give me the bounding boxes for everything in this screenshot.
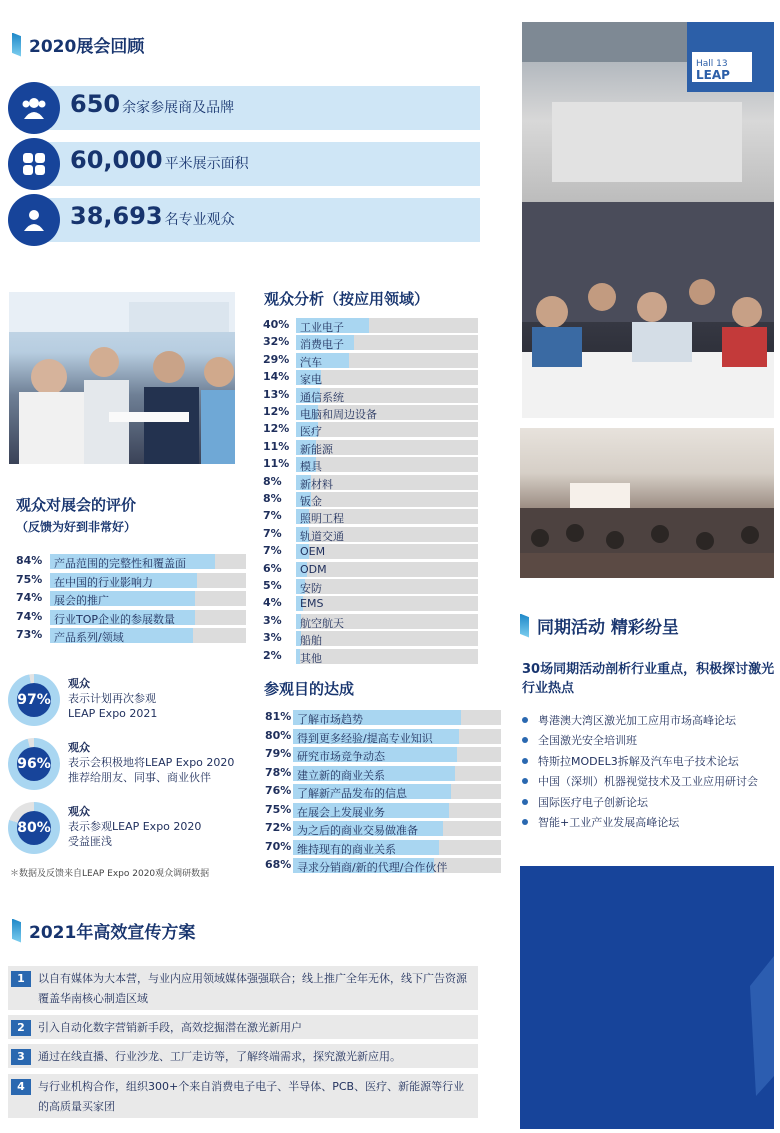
bar-row — [16, 610, 246, 625]
bar-row — [263, 318, 478, 333]
bullet-icon — [522, 737, 528, 743]
bar-label: 医疗 — [300, 425, 322, 439]
bar-row — [16, 591, 246, 606]
hall-crowd-photo — [522, 22, 774, 418]
bar-label: 行业TOP企业的参展数量 — [54, 612, 176, 626]
stat-label: 余家参展商及品牌 — [122, 100, 235, 116]
bar-percent: 7% — [263, 509, 282, 523]
stat-value: 38,693 — [70, 202, 163, 230]
bar-label: 通信系统 — [300, 390, 344, 404]
bar-track — [293, 858, 501, 873]
ring-description — [68, 676, 157, 721]
plan-item — [8, 1044, 478, 1068]
bar-percent: 72% — [265, 821, 292, 834]
bar-label: EMS — [300, 597, 324, 611]
goals-title: 参观目的达成 — [264, 680, 355, 698]
bar-label: 建立新的商业关系 — [297, 768, 385, 782]
review-section-title — [12, 32, 144, 57]
bar-row — [263, 405, 478, 420]
footnote: ＊数据及反馈来自LEAP Expo 2020观众调研数据 — [10, 869, 210, 879]
stat-value: 650 — [70, 90, 121, 118]
bar-label: 研究市场竞争动态 — [297, 750, 385, 763]
bar-label: 钣金 — [300, 495, 322, 508]
bar-label: ODM — [300, 562, 327, 576]
bar-percent: 5% — [263, 579, 282, 592]
bar-track — [293, 710, 501, 725]
bar-track — [293, 840, 501, 855]
title-accent-bar — [520, 614, 529, 638]
bar-row — [263, 370, 478, 385]
bar-percent: 68% — [265, 858, 292, 871]
bar-percent: 29% — [263, 352, 290, 366]
bar-track — [50, 628, 246, 643]
bullet-icon — [522, 778, 528, 784]
event-label: 智能+工业产业发展高峰论坛 — [538, 816, 680, 829]
bar-percent: 7% — [263, 526, 282, 540]
events-section-title — [520, 613, 679, 638]
ring-value: 96% — [17, 747, 51, 781]
forum-photo — [520, 428, 774, 578]
bar-track — [296, 475, 478, 490]
bullet-icon — [522, 758, 528, 764]
bar-percent: 84% — [16, 554, 43, 567]
bar-percent: 8% — [263, 474, 282, 488]
bar-percent: 40% — [263, 318, 290, 331]
bar-label: 产品系列/领域 — [54, 631, 124, 645]
bar-row — [263, 335, 478, 350]
percent-ring — [8, 802, 60, 854]
bar-percent: 73% — [16, 628, 43, 642]
bar-row — [263, 596, 478, 611]
bar-percent: 6% — [263, 561, 282, 575]
bar-label: 模具 — [300, 460, 322, 474]
bar-percent: 76% — [265, 784, 292, 797]
bar-percent: 70% — [265, 839, 292, 853]
bar-label: 维持现有的商业关系 — [297, 842, 396, 856]
plan-title: 2021年高效宣传方案 — [29, 923, 196, 943]
bar-percent: 3% — [263, 631, 282, 645]
bar-percent: 7% — [263, 544, 282, 558]
bar-row — [263, 562, 478, 577]
bar-track — [293, 821, 501, 836]
event-label: 国际医疗电子创新论坛 — [538, 795, 648, 809]
bar-row — [263, 527, 478, 542]
plan-item — [8, 1074, 478, 1118]
event-item — [522, 773, 758, 789]
event-item — [522, 732, 637, 748]
bar-label: OEM — [300, 545, 326, 559]
stat-row — [8, 194, 480, 244]
stat-value: 60,000 — [70, 146, 163, 174]
bar-row — [263, 579, 478, 594]
bar-percent: 75% — [265, 802, 292, 816]
bar-row — [263, 388, 478, 403]
bar-label: 其他 — [300, 651, 322, 665]
evaluation-title: 观众对展会的评价 — [16, 496, 137, 514]
plan-item — [8, 1015, 478, 1039]
blue-panel — [520, 866, 774, 1129]
bar-label: 在中国的行业影响力 — [54, 575, 153, 589]
bar-row — [263, 492, 478, 507]
bar-row — [265, 747, 501, 762]
percent-ring — [8, 674, 60, 726]
event-item — [522, 753, 739, 769]
hall-sign-logo: LEAP — [696, 68, 730, 82]
bar-percent: 11% — [263, 457, 290, 471]
bar-track — [296, 318, 478, 333]
bar-track — [296, 614, 478, 629]
ring-line1: 表示计划再次参观 — [68, 692, 156, 705]
review-title: 2020展会回顾 — [29, 37, 145, 57]
bar-track — [296, 492, 478, 507]
bar-track — [50, 591, 246, 606]
bar-track — [296, 335, 478, 350]
bullet-icon — [522, 819, 528, 825]
bar-row — [265, 710, 501, 725]
bar-label: 展会的推广 — [54, 594, 109, 608]
bar-label: 家电 — [300, 373, 322, 387]
bar-track — [293, 747, 501, 762]
bar-row — [16, 573, 246, 588]
bar-percent: 79% — [265, 747, 292, 760]
bar-percent: 78% — [265, 765, 292, 779]
bar-label: 寻求分销商/新的代理/合作伙伴 — [297, 861, 448, 874]
event-label: 特斯拉MODEL3拆解及汽车电子技术论坛 — [538, 754, 739, 768]
bullet-icon — [522, 799, 528, 805]
stat-text — [70, 90, 234, 118]
bar-percent: 75% — [16, 572, 43, 586]
plan-text: 引入自动化数字营销新手段，高效挖掘潜在激光新用户 — [38, 1021, 302, 1034]
ring-line2: 推荐给朋友、同事、商业伙伴 — [68, 771, 211, 784]
bar-percent: 11% — [263, 439, 290, 453]
bar-label: 了解市场趋势 — [297, 713, 363, 726]
bar-row — [265, 821, 501, 836]
bar-row — [265, 729, 501, 744]
bar-track — [296, 440, 478, 455]
bar-label: 消费电子 — [300, 338, 344, 352]
bar-row — [263, 649, 478, 664]
bar-track — [293, 803, 501, 818]
ring-value: 97% — [17, 683, 51, 717]
bar-row — [263, 457, 478, 472]
ring-line2: 受益匪浅 — [68, 835, 112, 848]
event-label: 全国激光安全培训班 — [538, 734, 637, 748]
ring-line1: 表示会积极地将LEAP Expo 2020 — [68, 756, 235, 769]
ring-description — [68, 804, 201, 849]
audience-title: 观众分析（按应用领域） — [264, 290, 430, 308]
ring-description — [68, 740, 234, 785]
percent-ring — [8, 738, 60, 790]
bar-track — [296, 544, 478, 559]
bar-row — [263, 509, 478, 524]
event-label: 中国（深圳）机器视觉技术及工业应用研讨会 — [538, 775, 758, 789]
plan-number: 3 — [11, 1049, 31, 1065]
bar-label: 新能源 — [300, 442, 333, 456]
booth-photo — [9, 292, 235, 464]
event-label: 粤港澳大湾区激光加工应用市场高峰论坛 — [538, 714, 736, 727]
bar-label: 电脑和周边设备 — [300, 408, 377, 421]
bar-percent: 81% — [265, 710, 292, 723]
bar-label: 新材料 — [300, 477, 333, 491]
visitors-icon — [8, 194, 60, 246]
bar-percent: 8% — [263, 492, 282, 505]
blue-panel-decor — [520, 866, 774, 1129]
bar-track — [296, 353, 478, 368]
bar-row — [263, 475, 478, 490]
plan-text: 与行业机构合作，组织300+个来自消费电子电子、半导体、PCB、医疗、新能源等行业的高质量买家团 — [38, 1080, 465, 1113]
bar-row — [265, 858, 501, 873]
event-item — [522, 712, 736, 728]
event-item — [522, 814, 679, 830]
bar-row — [263, 544, 478, 559]
bar-track — [293, 784, 501, 799]
bullet-icon — [522, 717, 528, 723]
bar-row — [263, 353, 478, 368]
ring-line2: LEAP Expo 2021 — [68, 707, 158, 720]
stat-row — [8, 82, 480, 132]
bar-track — [296, 649, 478, 664]
bar-track — [50, 554, 246, 569]
stat-label: 平米展示面积 — [164, 156, 249, 172]
bar-row — [16, 628, 246, 643]
bar-track — [293, 729, 501, 744]
bar-label: 安防 — [300, 582, 322, 595]
booth-photo-figures — [9, 292, 235, 464]
forum-audience-scene — [520, 428, 774, 578]
bar-track — [296, 509, 478, 524]
bar-row — [265, 766, 501, 781]
bar-label: 工业电子 — [300, 321, 344, 334]
bar-percent: 4% — [263, 596, 282, 610]
ring-line1: 表示参观LEAP Expo 2020 — [68, 820, 202, 833]
bar-track — [296, 422, 478, 437]
bar-percent: 12% — [263, 405, 290, 418]
events-subtitle: 30场同期活动剖析行业重点，积极探讨激光行业热点 — [522, 662, 775, 696]
bar-percent: 32% — [263, 335, 290, 349]
bar-track — [296, 596, 478, 611]
bar-row — [265, 784, 501, 799]
bar-track — [50, 573, 246, 588]
bar-track — [296, 631, 478, 646]
bar-track — [296, 405, 478, 420]
event-item — [522, 794, 648, 810]
plan-number: 1 — [11, 971, 31, 987]
bar-percent: 80% — [265, 728, 292, 742]
bar-row — [263, 440, 478, 455]
title-accent-bar — [12, 33, 21, 57]
bar-label: 产品范围的完整性和覆盖面 — [54, 557, 186, 570]
plan-number: 2 — [11, 1020, 31, 1036]
bar-label: 为之后的商业交易做准备 — [297, 824, 418, 837]
bar-track — [296, 527, 478, 542]
bar-row — [16, 554, 246, 569]
plan-number: 4 — [11, 1079, 31, 1095]
bar-track — [293, 766, 501, 781]
stat-text — [70, 202, 235, 230]
stat-text — [70, 146, 249, 174]
bar-label: 船舶 — [300, 634, 322, 648]
bar-track — [50, 610, 246, 625]
bar-percent: 14% — [263, 370, 290, 384]
bar-row — [263, 614, 478, 629]
bar-row — [263, 422, 478, 437]
bar-percent: 74% — [16, 591, 43, 605]
people-group-icon — [8, 82, 60, 134]
plan-section-title — [12, 918, 195, 943]
bar-track — [296, 579, 478, 594]
bar-track — [296, 562, 478, 577]
bar-percent: 3% — [263, 613, 282, 627]
bar-percent: 12% — [263, 422, 290, 436]
bar-label: 在展会上发展业务 — [297, 805, 385, 819]
ring-head: 观众 — [68, 677, 90, 690]
bar-track — [296, 388, 478, 403]
stat-row — [8, 138, 480, 188]
bar-percent: 13% — [263, 387, 290, 401]
ring-head: 观众 — [68, 741, 90, 754]
evaluation-subtitle: （反馈为好到非常好） — [16, 520, 137, 534]
bar-label: 得到更多经验/提高专业知识 — [297, 731, 433, 745]
hall-crowd-scene — [522, 22, 774, 418]
hall-sign-text: Hall 13 — [696, 59, 728, 69]
bar-row — [265, 803, 501, 818]
bar-row — [265, 840, 501, 855]
bar-label: 汽车 — [300, 355, 322, 369]
plan-item — [8, 966, 478, 1010]
bar-row — [263, 631, 478, 646]
bar-label: 了解新产品发布的信息 — [297, 787, 407, 800]
bar-track — [296, 457, 478, 472]
events-title: 同期活动 精彩纷呈 — [537, 618, 679, 638]
bar-track — [296, 370, 478, 385]
plan-text: 通过在线直播、行业沙龙、工厂走访等，了解终端需求，探究激光新应用。 — [38, 1050, 401, 1063]
stat-label: 名专业观众 — [164, 212, 235, 228]
title-accent-bar — [12, 919, 21, 943]
grid-icon — [8, 138, 60, 190]
plan-text: 以自有媒体为大本营，与业内应用领域媒体强强联合；线上推广全年无休，线下广告资源覆盖华南核心制造区域 — [38, 972, 467, 1005]
bar-percent: 2% — [263, 648, 282, 662]
bar-label: 航空航天 — [300, 616, 344, 630]
bar-label: 照明工程 — [300, 512, 344, 526]
ring-head: 观众 — [68, 805, 90, 818]
ring-value: 80% — [17, 811, 51, 845]
bar-percent: 74% — [16, 609, 43, 623]
bar-label: 轨道交通 — [300, 529, 344, 543]
